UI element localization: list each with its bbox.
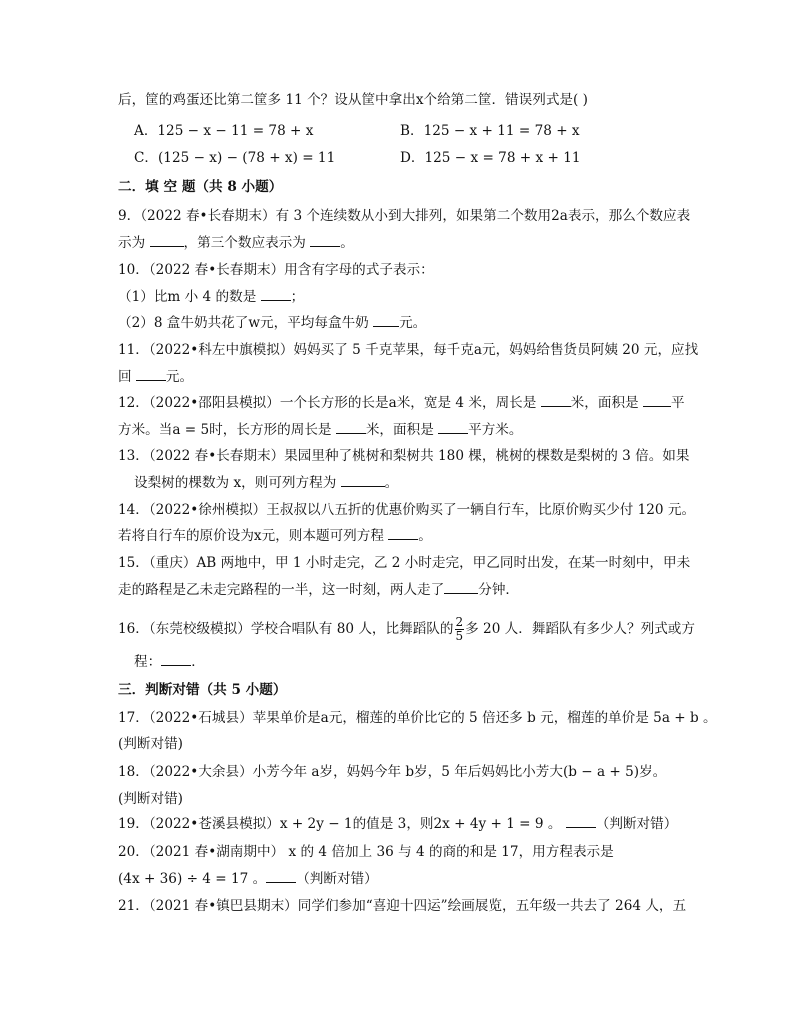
- answer-blank: [373, 313, 399, 327]
- q17-line-1: 17．（2022•石城县）苹果单价是a元，榴莲的单价比它的 5 倍还多 b 元，榴莲的单价是 5a + b 。: [118, 710, 717, 726]
- q19-line-1: 19．（2022•苍溪县模拟）x + 2y − 1的值是 3，则2x + 4y + 1 = 9 。 （判断对错）: [118, 816, 678, 832]
- q18-line-1: 18．（2022•大余县）小芳今年 a岁，妈妈今年 b岁，5 年后妈妈比小芳大(b − a + 5)岁。: [118, 764, 667, 780]
- answer-blank: [161, 652, 191, 666]
- q16-line-1: 16．（东莞校级模拟）学校合唱队有 80 人，比舞蹈队的 $\frac{2}{5}$ 多 20 人．舞蹈队有多少人？列式或方: [118, 615, 695, 643]
- answer-blank: [643, 393, 671, 407]
- answer-blank: [261, 287, 291, 301]
- q11-line-1: 11．（2022•科左中旗模拟）妈妈买了 5 千克苹果，每千克a元，妈妈给售货员阿姨 20 元，应找: [118, 342, 699, 358]
- q12-line-2: 方米。当a = 5时，长方形的周长是 米，面积是 平方米。: [118, 422, 523, 438]
- q14-line-1: 14．（2022•徐州模拟）王叔叔以八五折的优惠价购买了一辆自行车，比原价购买少付 120 元。: [118, 502, 696, 518]
- q13-line-1: 13．（2022 春•长春期末）果园里种了桃树和梨树共 180 棵，桃树的棵数是梨树的 3 倍。如果: [118, 448, 690, 464]
- answer-blank: [136, 367, 166, 381]
- q9-line-2: 示为 ，第三个数应表示为 。: [118, 235, 354, 251]
- answer-blank: [541, 393, 571, 407]
- answer-blank: [444, 580, 478, 594]
- q15-line-2: 走的路程是乙未走完路程的一半，这一时刻，两人走了 分钟．: [118, 582, 520, 598]
- q12-line-1: 12．（2022•邵阳县模拟）一个长方形的长是a米，宽是 4 米，周长是 米，面积是 平: [118, 395, 685, 411]
- q11-line-2: 回 元。: [118, 369, 194, 385]
- answer-blank: [336, 420, 366, 434]
- q8-tail-text: 后，筐的鸡蛋还比第二筐多 11 个？设从筐中拿出x个给第二筐．错误列式是( ): [118, 92, 588, 108]
- q9-line-1: 9．（2022 春•长春期末）有 3 个连续数从小到大排列，如果第二个数用2a表示，那么个数应表: [118, 208, 691, 224]
- q18-line-2: (判断对错): [118, 791, 183, 807]
- q13-line-2: 设梨树的棵数为 x，则可列方程为 。: [134, 475, 399, 491]
- section-heading-true-false: 三．判断对错（共 5 小题）: [118, 682, 287, 698]
- q15-line-1: 15．（重庆）AB 两地中，甲 1 小时走完，乙 2 小时走完，甲乙同时出发，在某一时刻中，甲未: [118, 555, 691, 571]
- q8-option-d: D．125 − x = 78 + x + 11: [400, 150, 581, 166]
- q8-option-c: C．(125 − x) − (78 + x) = 11: [134, 150, 336, 166]
- q10-line-1: 10．（2022 春•长春期末）用含有字母的式子表示：: [118, 262, 434, 278]
- fraction-two-fifths: $\frac{2}{5}$: [455, 615, 464, 643]
- q20-line-1: 20．（2021 春•湖南期中） x 的 4 倍加上 36 与 4 的商的和是 17，用方程表示是: [118, 844, 614, 860]
- q8-option-b: B．125 − x + 11 = 78 + x: [400, 123, 580, 139]
- q21-line-1: 21．（2021 春•镇巴县期末）同学们参加“喜迎十四运”绘画展览，五年级一共去了 264 人，五: [118, 898, 687, 914]
- answer-blank: [150, 233, 184, 247]
- answer-blank: [266, 869, 296, 883]
- answer-blank: [566, 814, 596, 828]
- q20-line-2: (4x + 36) ÷ 4 = 17 。 （判断对错）: [118, 871, 378, 887]
- answer-blank: [438, 420, 468, 434]
- q16-line-2: 程： ．: [134, 654, 205, 670]
- answer-blank: [341, 473, 385, 487]
- answer-blank: [310, 233, 340, 247]
- section-heading-fill-blank: 二．填 空 题（共 8 小题）: [118, 179, 283, 195]
- q17-line-2: (判断对错): [118, 736, 183, 752]
- q8-option-a: A．125 − x − 11 = 78 + x: [134, 123, 314, 139]
- q10-line-3: （2）8 盒牛奶共花了w元，平均每盒牛奶 元。: [118, 315, 427, 331]
- q10-line-2: （1）比m 小 4 的数是 ；: [118, 289, 305, 305]
- answer-blank: [388, 526, 418, 540]
- q14-line-2: 若将自行车的原价设为x元，则本题可列方程 。: [118, 528, 432, 544]
